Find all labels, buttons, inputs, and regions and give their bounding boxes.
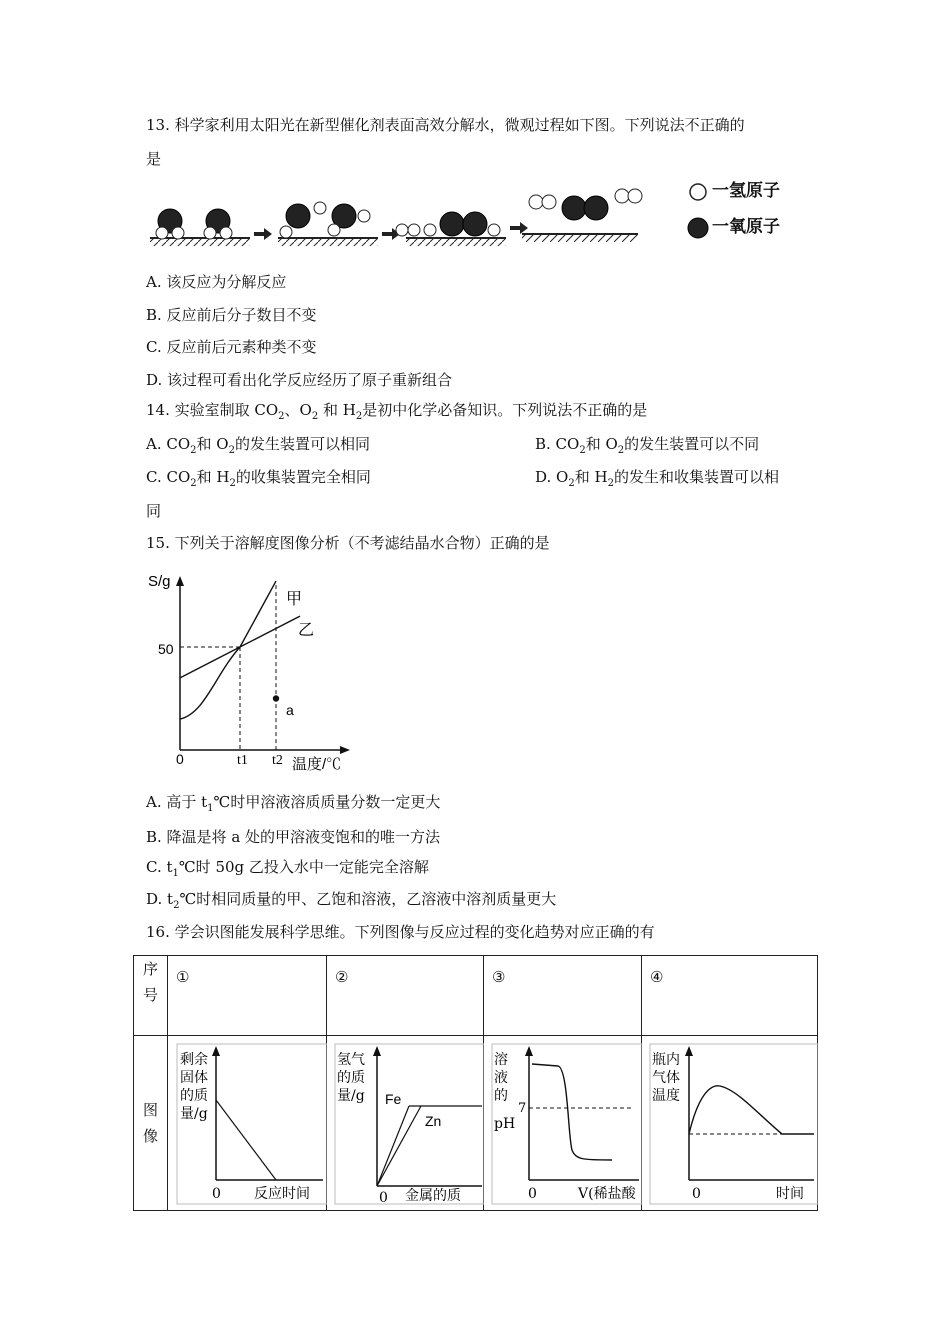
q16-table [133,955,818,1211]
catalyst-surface-1 [150,209,250,246]
q15-option-b: B. 降温是将 a 处的甲溶液变饱和的唯一方法 [146,828,441,846]
y-axis-label: S/g [148,573,171,590]
g3-y4: pH [494,1116,516,1132]
q13-reaction-diagram [150,178,810,260]
series-label-yi: 乙 [298,622,315,639]
g1-x: 反应时间 [254,1186,310,1202]
x-axis-label: 温度/℃ [292,756,342,773]
arrow-icon [525,1046,533,1056]
q15-option-d: D. $t_2℃$时相同质量的甲、乙饱和溶液，乙溶液中溶剂质量更大 [146,890,557,911]
g3-y3: 的 [494,1088,508,1104]
legend-oxygen: 一氧原子 [712,217,780,236]
num-4: ④ [650,968,664,986]
graph-1 [168,1036,327,1206]
catalyst-surface-2 [278,202,378,246]
g3-origin: 0 [528,1186,537,1202]
row-label-graph: 图 像 [134,1036,168,1211]
q14-option-d-cont: 同 [146,502,162,520]
g1-y4: 量/g [180,1106,208,1122]
g2-fe: Fe [385,1091,402,1107]
series-line-jia [180,581,276,719]
y-axis-arrow-icon [176,576,184,586]
point-a [273,695,279,701]
q15-option-c: C. $t_1℃$时 50g 乙投入水中一定能完全溶解 [146,858,429,879]
q13-option-b: B. 反应前后分子数目不变 [146,306,317,324]
g2-y1: 氢气 [337,1052,365,1068]
graph-3 [484,1036,642,1206]
oxygen-atom-icon [688,218,708,238]
q14-option-d: D. $O_2$和 $H_2$的发生和收集装置可以相 [535,468,779,489]
arrow-icon [510,222,528,234]
g4-y3: 温度 [652,1088,680,1104]
q14-option-a: A. $CO_2$和 $O_2$的发生装置可以相同 [146,435,370,456]
origin-label: 0 [176,751,184,767]
g2-x: 金属的质 [405,1188,461,1204]
g4-x: 时间 [776,1186,804,1202]
g3-x: V(稀盐酸 [578,1186,636,1202]
line-remaining-solid [216,1100,276,1180]
legend-hydrogen: 一氢原子 [712,181,780,200]
g1-origin: 0 [212,1186,221,1202]
g2-origin: 0 [379,1190,388,1206]
q13-stem-line1: 13. 科学家利用太阳光在新型催化剂表面高效分解水，微观过程如下图。下列说法不正确的 [146,116,745,134]
num-2: ② [335,968,349,986]
q13-option-a: A. 该反应为分解反应 [146,273,287,291]
temperature-curve [689,1086,814,1134]
catalyst-surface-4 [522,189,642,242]
g2-y2: 的质 [337,1070,365,1086]
q13-option-c: C. 反应前后元素种类不变 [146,338,317,356]
hydrogen-atom-icon [690,184,706,200]
g1-y1: 剩余 [180,1052,208,1068]
row-label-seq: 序 号 [134,956,168,1036]
g3-seven: 7 [518,1101,527,1116]
ph-curve [532,1064,612,1160]
point-a-label: a [286,702,294,718]
q13-option-d: D. 该过程可看出化学反应经历了原子重新组合 [146,371,453,389]
y-tick-50: 50 [158,641,174,657]
graph-2 [327,1036,484,1206]
arrow-icon [254,228,272,240]
g4-y1: 瓶内 [652,1052,680,1068]
q15-option-a: A. 高于 $t_1℃$时甲溶液溶质质量分数一定更大 [146,793,441,814]
series-label-jia: 甲 [286,591,303,608]
q14-option-b: B. $CO_2$和 $O_2$的发生装置可以不同 [535,435,760,456]
g2-y3: 量/g [337,1088,365,1104]
x-axis-arrow-icon [340,746,350,754]
q16-stem: 16. 学会识图能发展科学思维。下列图像与反应过程的变化趋势对应正确的有 [146,923,655,941]
g2-zn: Zn [425,1113,442,1129]
g3-y2: 液 [494,1070,508,1086]
q13-stem-line2: 是 [146,150,162,168]
q14-option-c: C. $CO_2$和 $H_2$的收集装置完全相同 [146,468,371,489]
g3-y1: 溶 [494,1052,508,1068]
g4-origin: 0 [692,1186,701,1202]
g1-y2: 固体 [180,1070,208,1086]
x-tick-t1: t1 [237,753,248,768]
catalyst-surface-3 [396,212,506,246]
graph-4 [642,1036,818,1206]
solubility-chart [140,562,380,782]
g1-y3: 的质 [180,1088,208,1104]
q14-stem: 14. 实验室制取 $CO_2$、$O_2$ 和 $H_2$是初中化学必备知识。下列说法不正确的是 [146,401,648,422]
line-zn [377,1106,421,1186]
arrow-icon [212,1046,220,1056]
g4-y2: 气体 [652,1070,680,1086]
q15-stem: 15. 下列关于溶解度图像分析（不考滤结晶水合物）正确的是 [146,534,550,552]
arrow-icon [373,1046,381,1056]
line-fe [377,1106,409,1186]
num-3: ③ [492,968,506,986]
x-tick-t2: t2 [272,753,283,768]
arrow-icon [685,1046,693,1056]
num-1: ① [176,968,190,986]
